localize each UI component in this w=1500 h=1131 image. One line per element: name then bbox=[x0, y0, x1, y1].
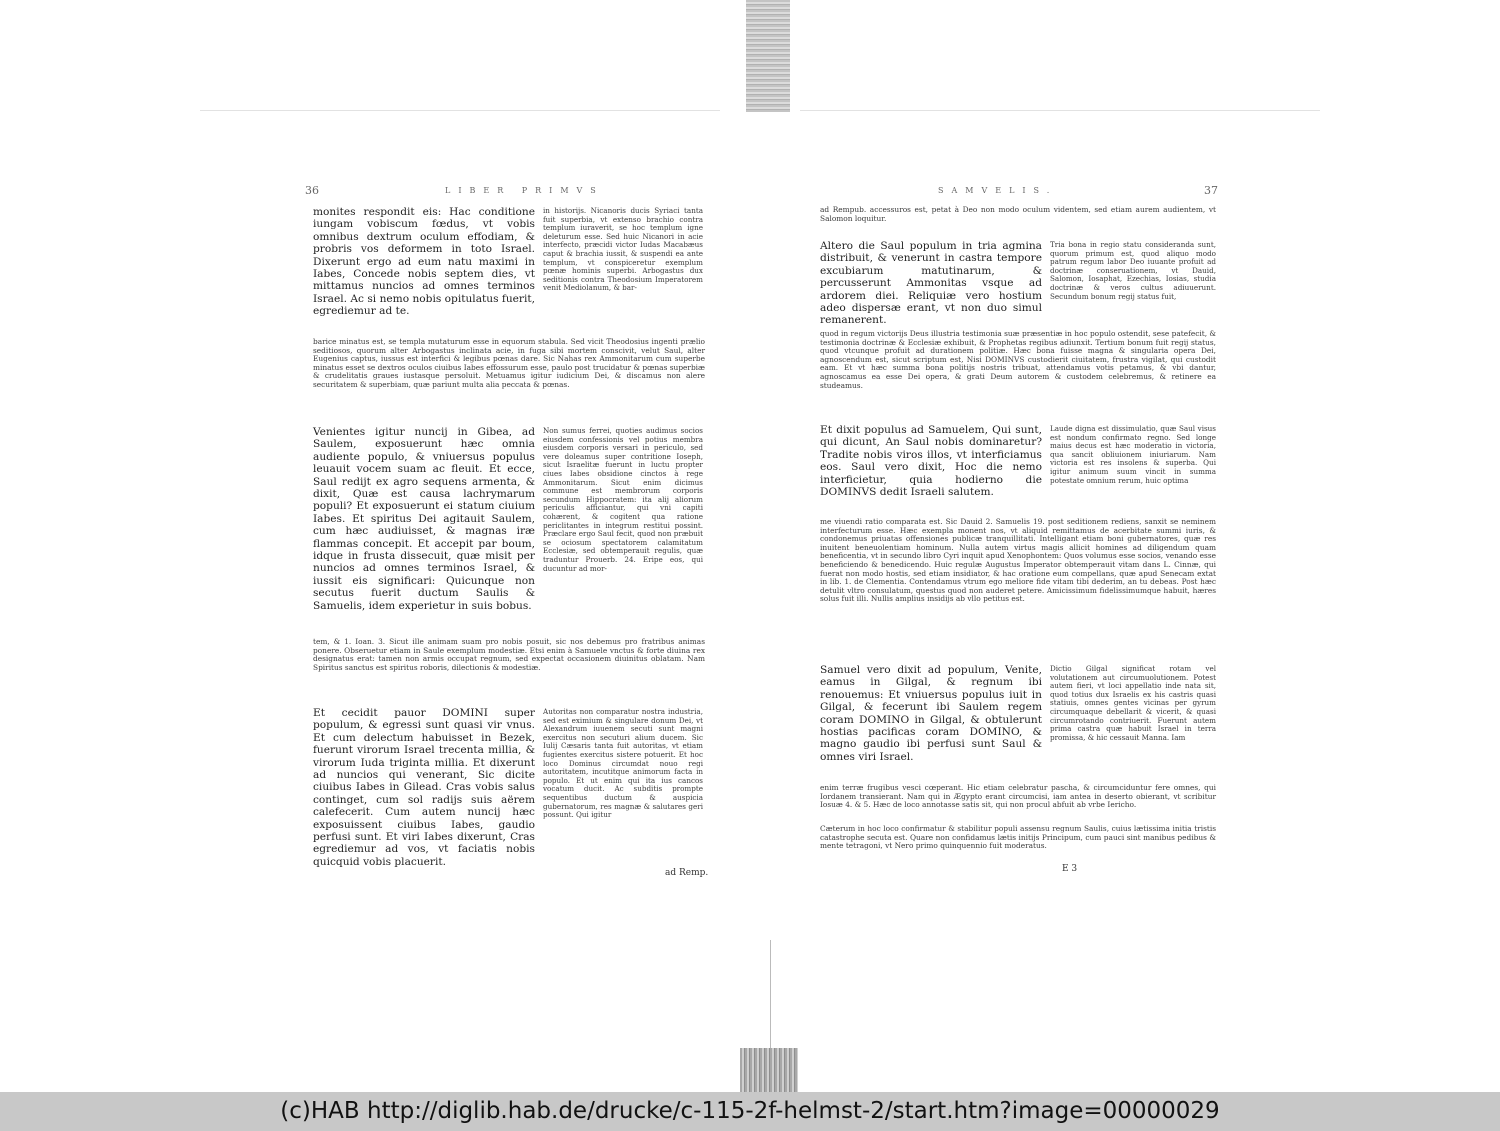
right-main-text-3: Samuel vero dixit ad populum, Venite, eamus in Gilgal, & regnum ibi renouemus: Et vniuersus populus iuit in Gilgal, & fecerunt ibi Saulem regem coram DOMINO in Gilgal, & obtulerunt hostias pacificas coram DOMINO, & magno gaudio ibi perfusi sunt Saul & omnes viri Israel. bbox=[820, 664, 1042, 763]
left-commentary-2: tem, & 1. Ioan. 3. Sicut ille animam suam pro nobis posuit, sic nos debemus pro fratribus animas ponere. Obseruetur etiam in Saule exemplum modestiæ. Etsi enim à Samuele vnctus & forte diuina rex designatus erat: tamen non armis occupat regnum, sed expectat occasionem diuinitus oblatam. Nam Spiritus sanctus est spiritus roboris, dilectionis & modestiæ. bbox=[313, 637, 705, 672]
page-edge-left bbox=[200, 110, 720, 111]
right-commentary-3: enim terræ frugibus vesci cœperant. Hic etiam celebratur pascha, & circumciduntur fere omnes, qui Iordanem transierant. Nam qui in Ægypto erant circumcisi, iam antea in deserto obierant, vt scribitur Iosuæ 4. & 5. Hæc de loco annotasse satis sit, qui non procul abfuit ab vrbe Iericho. bbox=[820, 783, 1216, 810]
right-signature-mark: E 3 bbox=[1062, 864, 1078, 874]
right-running-title: SAMVELIS. bbox=[938, 186, 1058, 195]
left-side-note-2: Non sumus ferrei, quoties audimus socios eiusdem confessionis vel potius membra eiusdem corporis versari in periculo, sed vere doleamus super contritione Ioseph, sicut Israelitæ fuerunt in luctu propter ciues Iabes obsidione cinctos à rege Ammonitarum. Sicut enim dicimus commune est membrorum corporis secundum Hippocratem: ita alij aliorum periculis afficiantur, qui vni capiti cohærent, & cogitent qua ratione periclitantes in integrum restitui possint. Præclare ergo Saul fecit, quod non præbuit se ociosum spectatorem calamitatum Ecclesiæ, sed obtemperauit regulis, quæ traduntur Prouerb. 24. Eripe eos, qui ducuntur ad mor- bbox=[543, 426, 703, 573]
right-running-head bbox=[818, 186, 1218, 200]
page-edge-right bbox=[800, 110, 1320, 111]
gutter-line bbox=[770, 940, 771, 1050]
right-main-text-1: Altero die Saul populum in tria agmina distribuit, & venerunt in castra tempore excubiarum matutinarum, & percusserunt Ammonitas vsque ad ardorem diei. Reliquiæ vero hostium adeo dispersæ erant, vt non duo simul remanerent. bbox=[820, 240, 1042, 327]
book-spine-bottom bbox=[740, 1048, 798, 1092]
right-intro-text: ad Rempub. accessuros est, petat à Deo non modo oculum videntem, sed etiam aurem audientem, vt Salomon loquitur. bbox=[820, 205, 1216, 223]
left-page-number: 36 bbox=[305, 184, 319, 197]
left-page bbox=[305, 180, 713, 880]
right-page-number: 37 bbox=[1204, 184, 1218, 197]
left-main-text-2: Venientes igitur nuncij in Gibea, ad Saulem, exposuerunt hæc omnia audiente populo, & vniuersus populus leuauit vocem suam ac fleuit. Et ecce, Saul redijt ex agro sequens armenta, & dixit, Quæ est causa lachrymarum populi? Et exposuerunt ei statum ciuium Iabes. Et spiritus Dei agitauit Saulem, cum hæc audiuisset, & magnas iræ flammas concepit. Et accepit par boum, idque in frusta dissecuit, quæ misit per nuncios ad omnes terminos Israel, & iussit eis significari: Quicunque non secutus fuerit ductum Saulis & Samuelis, idem experietur in suis bobus. bbox=[313, 426, 535, 612]
left-side-note-3: Autoritas non comparatur nostra industria, sed est eximium & singulare donum Dei, vt Alexandrum iuuenem secuti sunt magni exercitus non secuturi alium ducem. Sic Iulij Cæsaris tanta fuit autoritas, vt etiam fugientes exercitus sistere potuerit. Et hoc loco Dominus circumdat nouo regi autoritatem, incutitque animorum facta in populo. Et ut enim qui ita ius cancos vocatum ducit. Ac subditis prompte sequentibus ductum & auspicia gubernatorum, res magnæ & salutares geri possunt. Qui igitur bbox=[543, 707, 703, 820]
left-running-title: LIBER PRIMVS bbox=[445, 186, 604, 195]
book-spine-top bbox=[746, 0, 790, 112]
right-commentary-2: me viuendi ratio comparata est. Sic Dauid 2. Samuelis 19. post seditionem rediens, sanxit se neminem interfecturum esse. Hæc exempla monent nos, vt aliquid remittamus de acerbitate summi iuris, & condonemus priuatas offensiones publicæ tranquillitati. Intelligant etiam boni gubernatores, quæ res inuitent beneuolentiam hominum. Nulla autem virtus magis allicit homines ad diligendum quam beneficentia, vt in secundo libro Cyri inquit apud Xenophontem: Quos volumus esse socios, venando esse beneficiendo & benedicendo. Huic regulæ Augustus Imperator obtemperauit vitam dans L. Cinnæ, qui fuerat non modo hostis, sed etiam insidiator, & hac oratione eum compellans, quæ apud Senecam extat in lib. 1. de Clementia. Contendamus vtrum ego meliore fide vitam tibi dederim, an tu debeas. Post hæc detulit vltro consulatum, questus quod non auderet petere. Amicissimum fidelissimumque habuit, hæres solus fuit illi. Nullis amplius insidijs ab vllo petitus est. bbox=[820, 517, 1216, 604]
right-side-note-3: Dictio Gilgal significat rotam vel volutationem aut circumuolutionem. Potest autem fieri, vt loci appellatio inde nata sit, quod totius dux Israelis ex his castris quasi statiuis, omnes gentes vicinas per gyrum circumquaque debellarit & vicerit, & quasi circumrotando contriuerit. Fuerunt autem prima castra quæ habuit Israel in terra promissa, & hic cessauit Manna. Iam bbox=[1050, 664, 1216, 742]
left-main-text-1: monites respondit eis: Hac conditione iungam vobiscum fœdus, vt vobis omnibus dextrum oculum effodiam, & probris vos deformem in toto Israel. Dixerunt ergo ad eum natu maximi in Iabes, Concede nobis septem dies, vt mittamus nuncios ad omnes terminos Israel. Ac si nemo nobis opitulatus fuerit, egrediemur ad te. bbox=[313, 206, 535, 318]
right-side-note-1: Tria bona in regio statu consideranda sunt, quorum primum est, quod aliquo modo patrum regum labor Deo iuuante profuit ad doctrinæ conseruationem, vt Dauid, Salomon, Iosaphat, Ezechias, Iosias, studia doctrinæ & veros cultus adiuuerunt. Secundum bonum regij status fuit, bbox=[1050, 240, 1216, 301]
right-commentary-1: quod in regum victorijs Deus illustria testimonia suæ præsentiæ in hoc populo ostendit, sese patefecit, & testimonia doctrinæ & Ecclesiæ exhibuit, & Prophetas regibus adiunxit. Tertium bonum fuit regij status, quod vtcunque profuit ad durationem politiæ. Hæc bona fuisse magna & singularia opera Dei, agnoscendum est, sicut scriptum est, Nisi DOMINVS custodierit ciuitatem, frustra vigilat, qui custodit eam. Et vt hæc summa bona politijs nostris tribuat, attendamus votis petamus, & vbi dantur, agnoscamus ea esse Dei opera, & grati Deum autorem & custodem celebremus, & retinere ea studeamus. bbox=[820, 329, 1216, 390]
left-catchword: ad Remp. bbox=[665, 868, 709, 878]
left-commentary-1: barice minatus est, se templa mutaturum esse in equorum stabula. Sed vicit Theodosius ingenti prælio seditiosos, quorum alter Arbogastus inclinata acie, in fuga sibi mortem conscivit, velut Saul, alter Eugenius captus, iussus est interfici & legibus pœnas dare. Sic Nahas rex Ammonitarum cum superbe minatus esset se dextros oculos ciuibus Iabes effossurum esse, paulo post trucidatur & pœnas superbiæ & crudelitatis graues iustasque persoluit. Metuamus igitur iudicium Dei, & discamus non alere securitatem & superbiam, quæ pariunt multa alia peccata & pœnas. bbox=[313, 337, 705, 389]
right-main-text-2: Et dixit populus ad Samuelem, Qui sunt, qui dicunt, An Saul nobis dominaretur? Tradite nobis viros illos, vt interficiamus eos. Saul vero dixit, Hoc die nemo interficietur, quia hodierno die DOMINVS dedit Israeli salutem. bbox=[820, 424, 1042, 499]
left-side-note-1: in historijs. Nicanoris ducis Syriaci tanta fuit superbia, vt extenso brachio contra templum iuraverit, se hoc templum igne deleturum esse. Sed huic Nicanori in acie interfecto, præcidi victor Iudas Macabæus caput & brachia iussit, & suspendi ea ante templum, vt conspiceretur exemplum pœnæ hominis superbi. Arbogastus dux seditionis contra Theodosium Imperatorem venit Mediolanum, & bar- bbox=[543, 206, 703, 293]
left-main-text-3: Et cecidit pauor DOMINI super populum, & egressi sunt quasi vir vnus. Et cum delectum habuisset in Bezek, fuerunt virorum Israel trecenta millia, & virorum Iuda triginta millia. Et dixerunt ad nuncios qui venerant, Sic dicite ciuibus Iabes in Gilead. Cras vobis salus continget, cum sol radijs suis aërem calefecerit. Cum autem nuncij hæc exposuissent ciuibus Iabes, gaudio perfusi sunt. Et viri Iabes dixerunt, Cras egrediemur ad vos, vt faciatis nobis quicquid vobis placuerit. bbox=[313, 707, 535, 868]
right-side-note-2: Laude digna est dissimulatio, quæ Saul visus est nondum confirmato regno. Sed longe maius decus est hæc moderatio in victoria, qua sancit obliuionem iniuriarum. Nam victoria est res insolens & superba. Qui igitur animum suum vincit in summa potestate omnium rerum, huic optima bbox=[1050, 424, 1216, 485]
left-running-head bbox=[305, 186, 713, 200]
right-page bbox=[818, 180, 1218, 880]
copyright-footer: (c)HAB http://diglib.hab.de/drucke/c-115-2f-helmst-2/start.htm?image=00000029 bbox=[0, 1092, 1500, 1131]
right-commentary-4: Cæterum in hoc loco confirmatur & stabilitur populi assensu regnum Saulis, cuius lætissima initia tristis catastrophe secuta est. Quare non confidamus lætis initijs Principum, cum pauci sint manibus pedibus & mente tetragoni, vt Nero primo quinquennio fuit moderatus. bbox=[820, 824, 1216, 851]
